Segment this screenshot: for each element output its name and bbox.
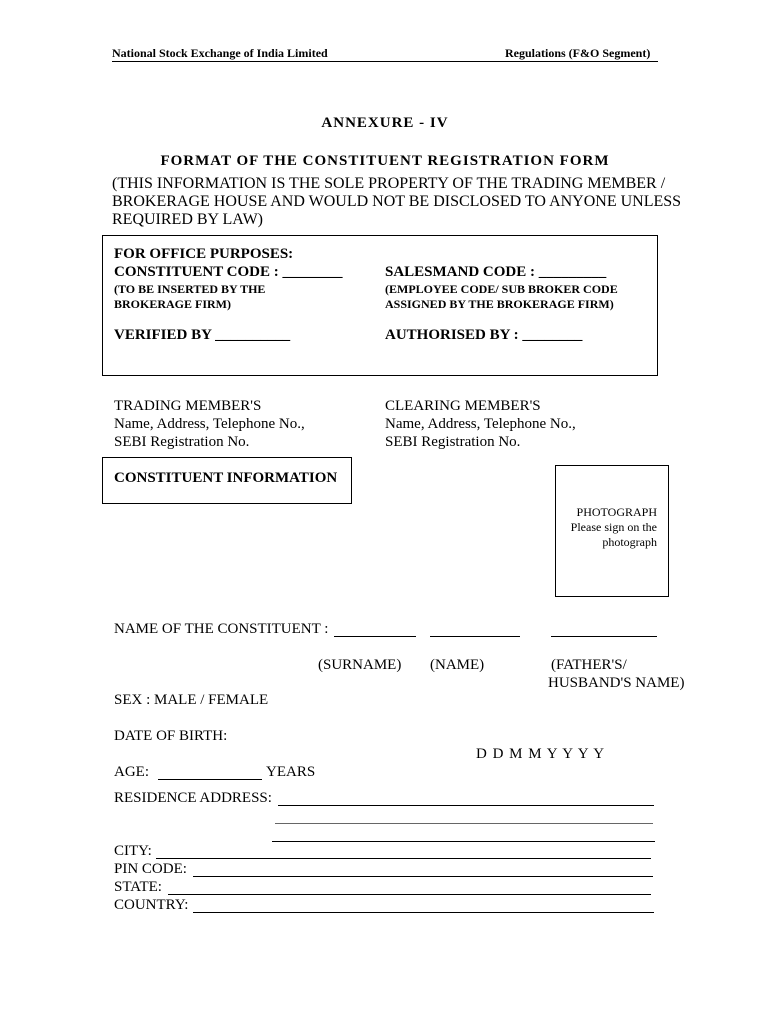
name-caption: (NAME) [430, 657, 485, 673]
age-label: AGE: [114, 764, 149, 780]
disclaimer-line-3: REQUIRED BY LAW) [112, 211, 263, 228]
pin-input[interactable] [193, 876, 653, 877]
trading-member-line-3: SEBI Registration No. [114, 434, 250, 450]
father-caption-1: (FATHER'S/ [551, 657, 627, 673]
clearing-member-line-3: SEBI Registration No. [385, 434, 521, 450]
clearing-member-line-2: Name, Address, Telephone No., [385, 416, 576, 432]
header-rule [112, 61, 658, 62]
salesman-note-1: (EMPLOYEE CODE/ SUB BROKER CODE [385, 282, 618, 296]
residence-input-2[interactable] [275, 823, 653, 824]
office-heading: FOR OFFICE PURPOSES: [114, 246, 294, 262]
constituent-code-field[interactable]: CONSTITUENT CODE : ________ [114, 264, 343, 280]
photo-label-1: PHOTOGRAPH [576, 505, 657, 519]
city-input[interactable] [156, 858, 651, 859]
years-label: YEARS [266, 764, 316, 780]
photo-label-3: photograph [602, 535, 657, 549]
age-input[interactable] [158, 779, 262, 780]
sex-field[interactable]: SEX : MALE / FEMALE [114, 692, 269, 708]
header-left: National Stock Exchange of India Limited [112, 46, 328, 60]
father-caption-2: HUSBAND'S NAME) [548, 675, 685, 691]
surname-input[interactable] [334, 636, 416, 637]
name-label: NAME OF THE CONSTITUENT : [114, 621, 329, 637]
residence-input-3[interactable] [272, 841, 655, 842]
dob-format: D D M M Y Y Y Y [476, 746, 605, 762]
form-title: FORMAT OF THE CONSTITUENT REGISTRATION FORM [160, 153, 610, 169]
constituent-info-heading: CONSTITUENT INFORMATION [114, 470, 338, 486]
country-label: COUNTRY: [114, 897, 189, 913]
dob-label: DATE OF BIRTH: [114, 728, 228, 744]
pin-label: PIN CODE: [114, 861, 187, 877]
salesman-note-2: ASSIGNED BY THE BROKERAGE FIRM) [385, 297, 614, 311]
trading-member-line-2: Name, Address, Telephone No., [114, 416, 305, 432]
clearing-member-line-1: CLEARING MEMBER'S [385, 398, 541, 414]
state-label: STATE: [114, 879, 162, 895]
residence-input-1[interactable] [278, 805, 654, 806]
authorised-by-field[interactable]: AUTHORISED BY : ________ [385, 327, 583, 343]
disclaimer-line-1: (THIS INFORMATION IS THE SOLE PROPERTY OF THE TRADING MEMBER / [112, 175, 666, 192]
name-input[interactable] [430, 636, 520, 637]
trading-member-line-1: TRADING MEMBER'S [114, 398, 262, 414]
photo-label-2: Please sign on the [570, 520, 657, 534]
disclaimer-line-2: BROKERAGE HOUSE AND WOULD NOT BE DISCLOSED TO ANYONE UNLESS [112, 193, 682, 210]
annexure-title: ANNEXURE - IV [321, 115, 449, 131]
header-right: Regulations (F&O Segment) [505, 46, 651, 60]
father-name-input[interactable] [551, 636, 657, 637]
city-label: CITY: [114, 843, 152, 859]
residence-label: RESIDENCE ADDRESS: [114, 790, 272, 806]
surname-caption: (SURNAME) [318, 657, 402, 673]
constituent-note-1: (TO BE INSERTED BY THE [114, 282, 266, 296]
country-input[interactable] [193, 912, 654, 913]
salesman-code-field[interactable]: SALESMAND CODE : _________ [385, 264, 607, 280]
verified-by-field[interactable]: VERIFIED BY __________ [114, 327, 291, 343]
constituent-note-2: BROKERAGE FIRM) [114, 297, 231, 311]
state-input[interactable] [168, 894, 651, 895]
